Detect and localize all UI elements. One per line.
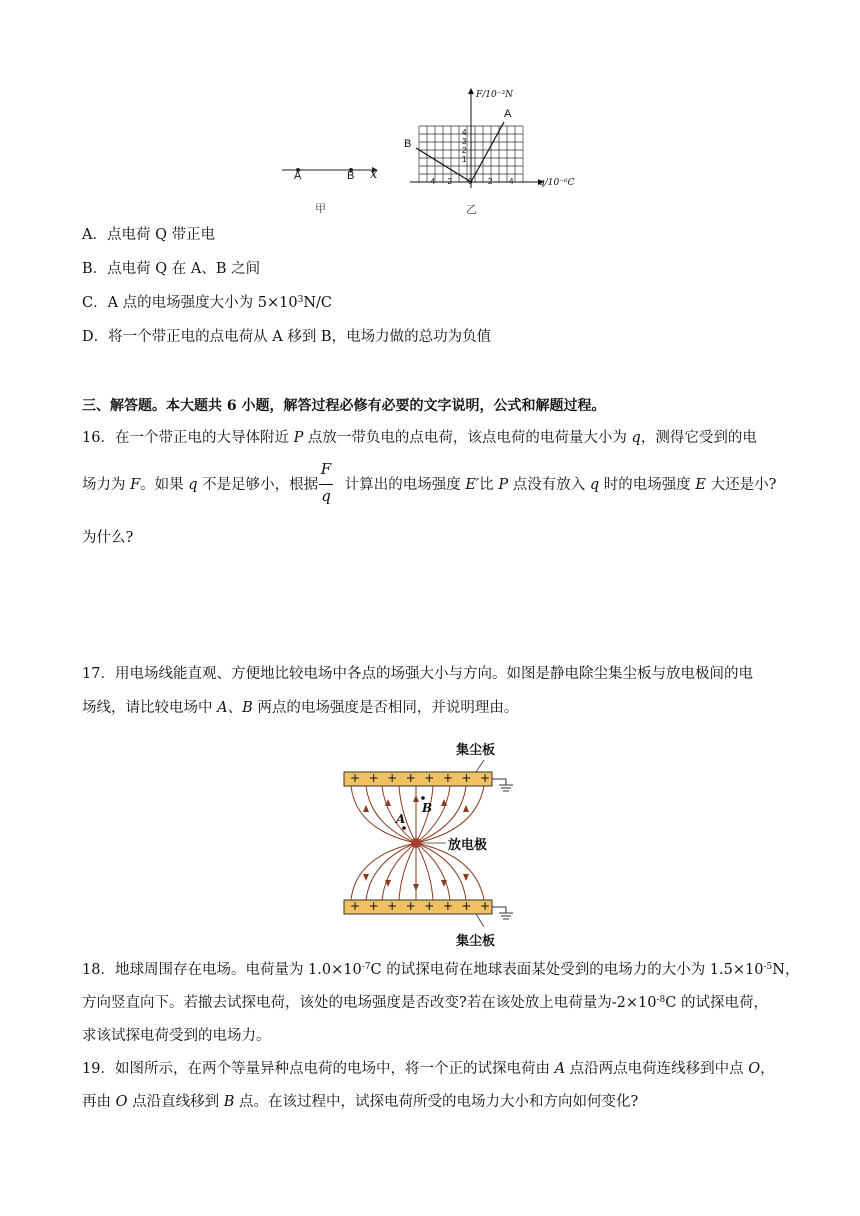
plus-sign: + [387,899,398,913]
plus-sign: + [350,771,361,785]
figure-yi-line-b-label: B [404,138,412,150]
bottom-plate-charges [350,899,490,913]
q16-line1 [82,428,757,448]
q18-line2 [82,993,768,1013]
q19-text: 再由 [82,1094,116,1110]
q16-var-q: q [188,477,198,493]
option-b: B．点电荷 Q 在 A、B 之间 [82,261,261,277]
option-c-exponent: 3 [297,295,304,305]
figure-yi-caption: 乙 [466,203,477,216]
option-d: D．将一个带正电的点电荷从 A 移到 B，电场力做的总功为负值 [82,329,492,345]
q17-line2 [82,698,518,718]
option-c-text: C．A 点的电场强度大小为 5×10 [82,295,298,311]
q18-exponent: -8 [656,995,666,1005]
plus-sign: + [387,771,398,785]
q16-var-f: F [130,477,141,493]
q16-text: 。如果 [140,477,189,493]
q16-text: 点放一带负电的点电荷，该点电荷的电荷量大小为 [303,430,632,446]
figure-yi-x-tick-2: 2 [488,177,493,186]
q16-fraction [318,460,334,512]
option-a: A．点电荷 Q 带正电 [82,227,216,243]
plus-sign: + [405,899,416,913]
q16-var-e-prime: E′ [465,477,480,493]
q19-var-b: B [223,1094,235,1110]
q16-text: 点没有放入 [508,477,590,493]
q19-text: 点沿两点电荷连线移到中点 [565,1061,749,1077]
figure-yi-y-tick-3: 3 [462,137,467,146]
electrode-label: 放电极 [448,838,488,853]
q19-text: 点。在该过程中，试探电荷所受的电场力大小和方向如何变化? [234,1094,639,1110]
q17-var-a: A [217,700,228,716]
q16-line2 [82,475,776,495]
q19-line1 [82,1059,775,1079]
q17-line1: 17．用电场线能直观、方便地比较电场中各点的场强大小与方向。如图是静电除尘集尘板与放电极间的电 [82,666,753,682]
figure-yi [400,84,590,216]
q16-var-e: E [695,477,706,493]
figure-yi-y-axis-label: F/10⁻³N [476,90,513,100]
fraction-numerator: F [320,460,332,478]
q19-line2 [82,1092,638,1112]
figure-yi-x-axis-label: q/10⁻⁶C [539,178,575,188]
figure-jia-point-a: A [294,170,302,182]
fraction-bar [319,484,333,485]
q16-var-q: q [631,430,641,446]
q19-text: ， [760,1061,775,1077]
plus-sign: + [479,899,490,913]
figure-yi-x-tick-neg2: -2 [445,177,453,186]
figure-dust-collector [336,735,536,950]
plus-sign: + [461,899,472,913]
option-c-unit: N/C [303,295,333,311]
figure-yi-line-a-label: A [504,108,512,120]
plus-sign: + [350,899,361,913]
q19-text: 点沿直线移到 [127,1094,224,1110]
figure-yi-x-tick-neg4: -4 [428,177,436,186]
q18-line1 [82,960,799,980]
plus-sign: + [424,771,435,785]
option-c [82,293,332,313]
q19-var-o: O [748,1061,761,1077]
q17-text: 场线，请比较电场中 [82,700,218,716]
figure-yi-y-tick-1: 1 [462,155,467,164]
q16-text: 不是足够小，根据 [197,477,319,493]
q16-text: 场力为 [82,477,131,493]
point-a-label: A [396,812,406,826]
q16-var-p: P [293,430,304,446]
plus-sign: + [442,771,453,785]
q17-text: 两点的电场强度是否相同，并说明理由。 [252,700,519,716]
bottom-plate-label: 集尘板 [456,934,496,949]
q16-var-q: q [589,477,600,493]
section3-heading: 三、解答题。本大题共 6 小题，解答过程必修有必要的文字说明，公式和解题过程。 [82,398,606,414]
figure-yi-x-tick-0: 0 [468,177,473,186]
q16-var-p: P [498,477,509,493]
plus-sign: + [368,899,379,913]
plus-sign: + [405,771,416,785]
q16-text: 大还是小? [706,477,777,493]
q18-text: N， [772,962,800,978]
q18-text: 方向竖直向下。若撤去试探电荷，该处的电场强度是否改变?若在该处放上电荷量为-2×10 [82,995,657,1011]
plus-sign: + [442,899,453,913]
figure-jia-point-b: B [347,170,355,182]
figure-yi-x-tick-4: 4 [509,177,514,186]
figure-jia [280,160,390,220]
q18-text: C 的试探电荷， [665,995,768,1011]
plus-sign: + [368,771,379,785]
q16-text: ，测得它受到的电 [640,430,757,446]
plus-sign: + [424,899,435,913]
field-lines-diagram [336,735,536,950]
top-plate-label: 集尘板 [456,743,496,758]
q18-text: 18．地球周围存在电场。电荷量为 1.0×10 [82,962,362,978]
plus-sign: + [461,771,472,785]
q18-text: C 的试探电荷在地球表面某处受到的电场力的大小为 1.5×10 [370,962,764,978]
q17-var-b: B [242,700,253,716]
q16-text: 比 [479,477,499,493]
figure-yi-y-tick-2: 2 [462,146,467,155]
point-b-label: B [422,801,433,815]
figure-jia-x-axis-label: x [370,167,378,182]
q19-text: 19．如图所示，在两个等量异种点电荷的电场中，将一个正的试探电荷由 [82,1061,555,1077]
q19-var-a: A [554,1061,566,1077]
figure-yi-y-tick-4: 4 [462,128,467,137]
plus-sign: + [479,771,490,785]
top-plate-charges [350,771,490,785]
q16-text: 时的电场强度 [599,477,696,493]
q19-var-o: O [115,1094,128,1110]
q16-text: 16．在一个带正电的大导体附近 [82,430,294,446]
q18-line3: 求该试探电荷受到的电场力。 [82,1028,271,1044]
q17-text: 、 [227,700,243,716]
q16-text: 计算出的电场强度 [340,477,466,493]
q16-line3: 为什么? [82,530,134,546]
fraction-denominator: q [321,487,331,505]
q18-exponent: -5 [763,962,773,972]
figure-jia-caption: 甲 [315,202,326,215]
q18-exponent: -7 [361,962,371,972]
